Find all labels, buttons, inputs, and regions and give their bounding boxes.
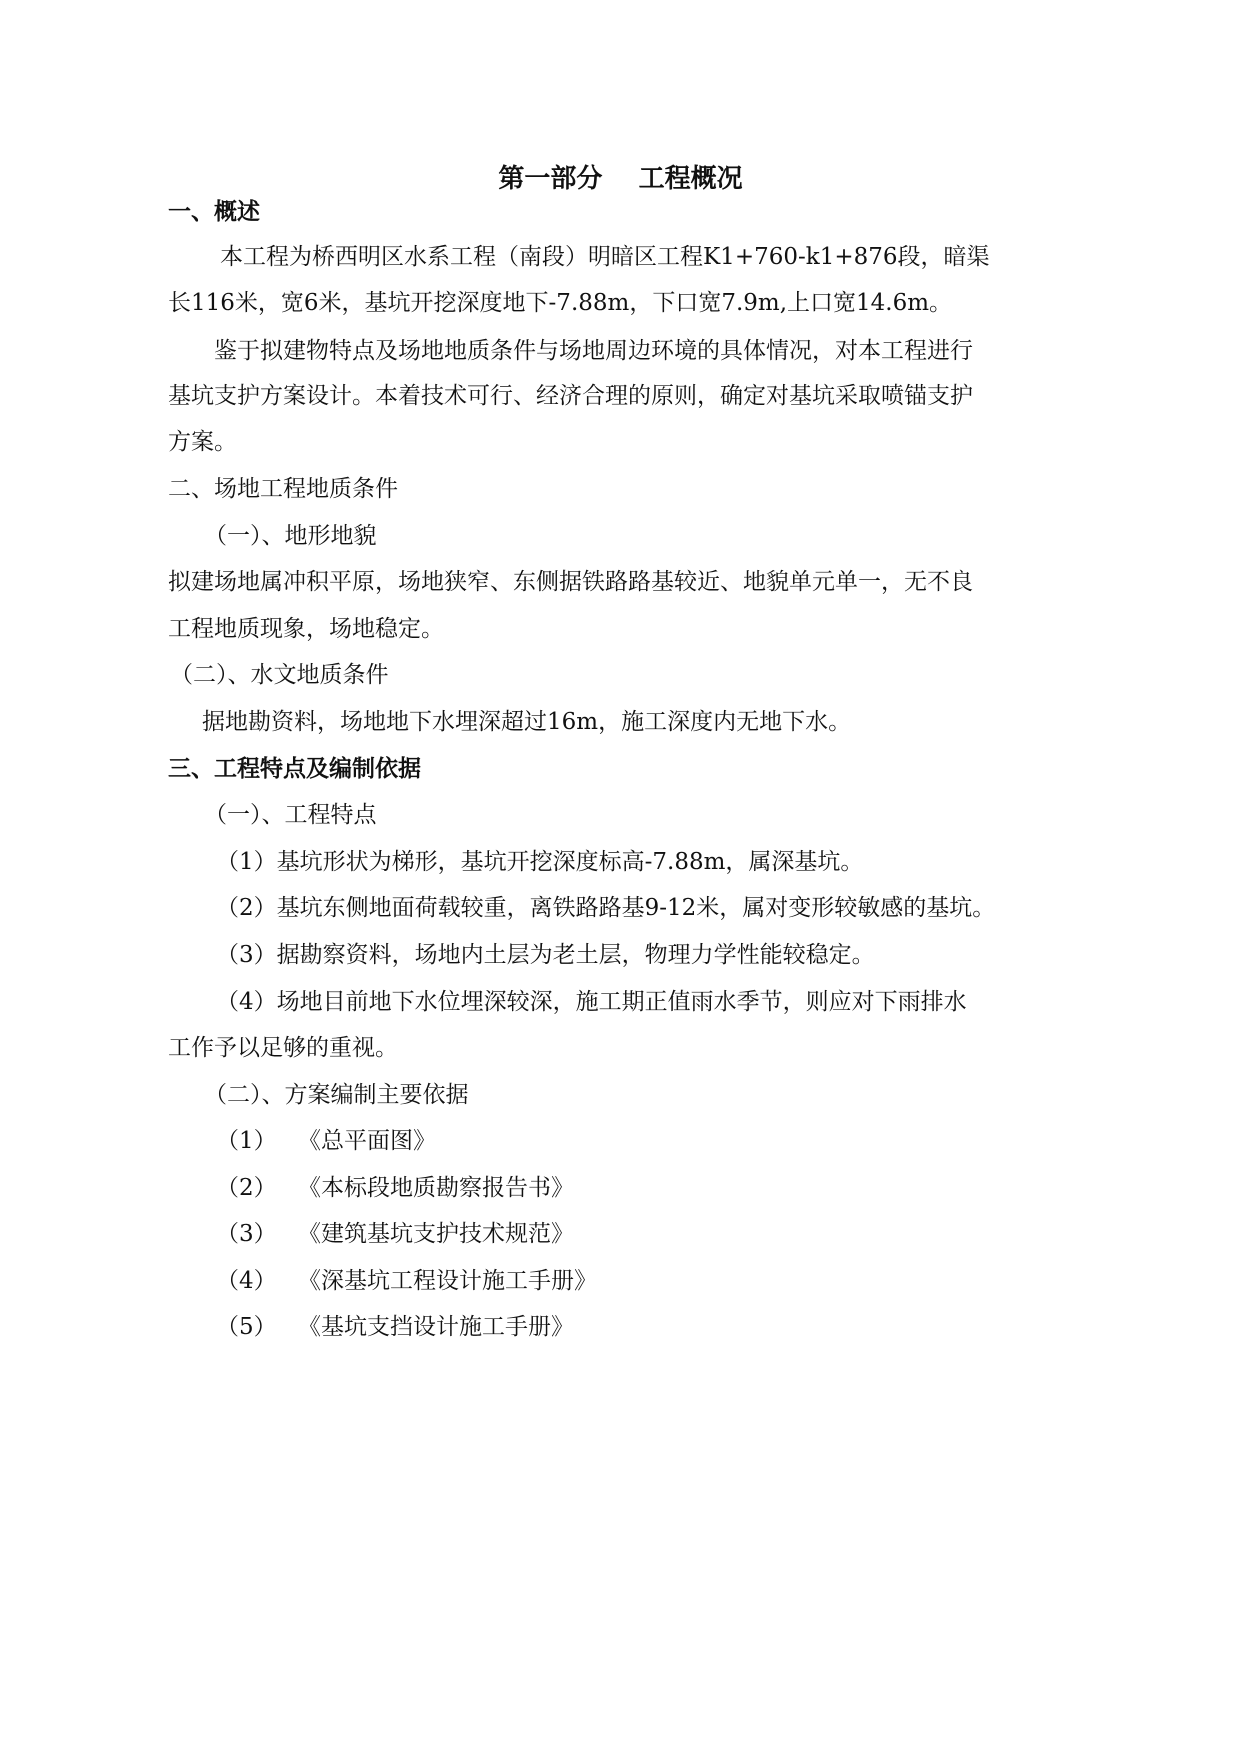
reference-number: （3） [216,1221,277,1247]
hydrogeology-paragraph: 据地勘资料，场地地下水埋深超过16m，施工深度内无地下水。 [202,709,852,735]
overview-paragraph-1-line-2: 长116米，宽6米，基坑开挖深度地下-7.88m，下口宽7.9m,上口宽14.6m。 [168,290,953,316]
feature-item-1: （1）基坑形状为梯形，基坑开挖深度标高-7.88m，属深基坑。 [216,849,864,875]
reference-title: 《总平面图》 [298,1128,436,1154]
section-heading-overview: 一、概述 [168,199,260,225]
reference-item [216,1263,597,1299]
reference-number: （5） [216,1314,277,1340]
feature-item-2: （2）基坑东侧地面荷载较重，离铁路路基9-12米，属对变形较敏感的基坑。 [216,895,996,921]
overview-paragraph-2-line-3: 方案。 [168,429,237,455]
overview-paragraph-2-line-2: 基坑支护方案设计。本着技术可行、经济合理的原则，确定对基坑采取喷锚支护 [168,383,973,409]
feature-item-4-line-2: 工作予以足够的重视。 [168,1035,398,1061]
page-title: 第一部分 工程概况 [498,164,743,194]
reference-item [216,1123,436,1159]
subheading-hydrogeology: （二）、水文地质条件 [170,662,389,688]
terrain-paragraph-line-2: 工程地质现象，场地稳定。 [168,616,444,642]
overview-paragraph-2-line-1: 鉴于拟建物特点及场地地质条件与场地周边环境的具体情况，对本工程进行 [214,338,973,364]
section-heading-features-basis: 三、工程特点及编制依据 [168,756,421,782]
subheading-terrain: （一）、地形地貌 [204,523,377,549]
reference-title: 《深基坑工程设计施工手册》 [298,1268,597,1294]
reference-item [216,1170,574,1206]
subheading-features: （一）、工程特点 [204,802,377,828]
reference-title: 《本标段地质勘察报告书》 [298,1175,574,1201]
overview-paragraph-1-line-1: 本工程为桥西明区水系工程（南段）明暗区工程K1+760-k1+876段，暗渠 [220,244,990,270]
reference-item [216,1309,574,1345]
reference-number: （1） [216,1128,277,1154]
feature-item-3: （3）据勘察资料，场地内土层为老土层，物理力学性能较稳定。 [216,942,875,968]
feature-item-4-line-1: （4）场地目前地下水位埋深较深，施工期正值雨水季节，则应对下雨排水 [216,989,967,1015]
reference-title: 《建筑基坑支护技术规范》 [298,1221,574,1247]
reference-number: （2） [216,1175,277,1201]
reference-item [216,1216,574,1252]
terrain-paragraph-line-1: 拟建场地属冲积平原，场地狭窄、东侧据铁路路基较近、地貌单元单一，无不良 [168,569,973,595]
section-heading-site-geology: 二、场地工程地质条件 [168,476,398,502]
subheading-basis: （二）、方案编制主要依据 [204,1082,469,1108]
reference-number: （4） [216,1268,277,1294]
reference-title: 《基坑支挡设计施工手册》 [298,1314,574,1340]
